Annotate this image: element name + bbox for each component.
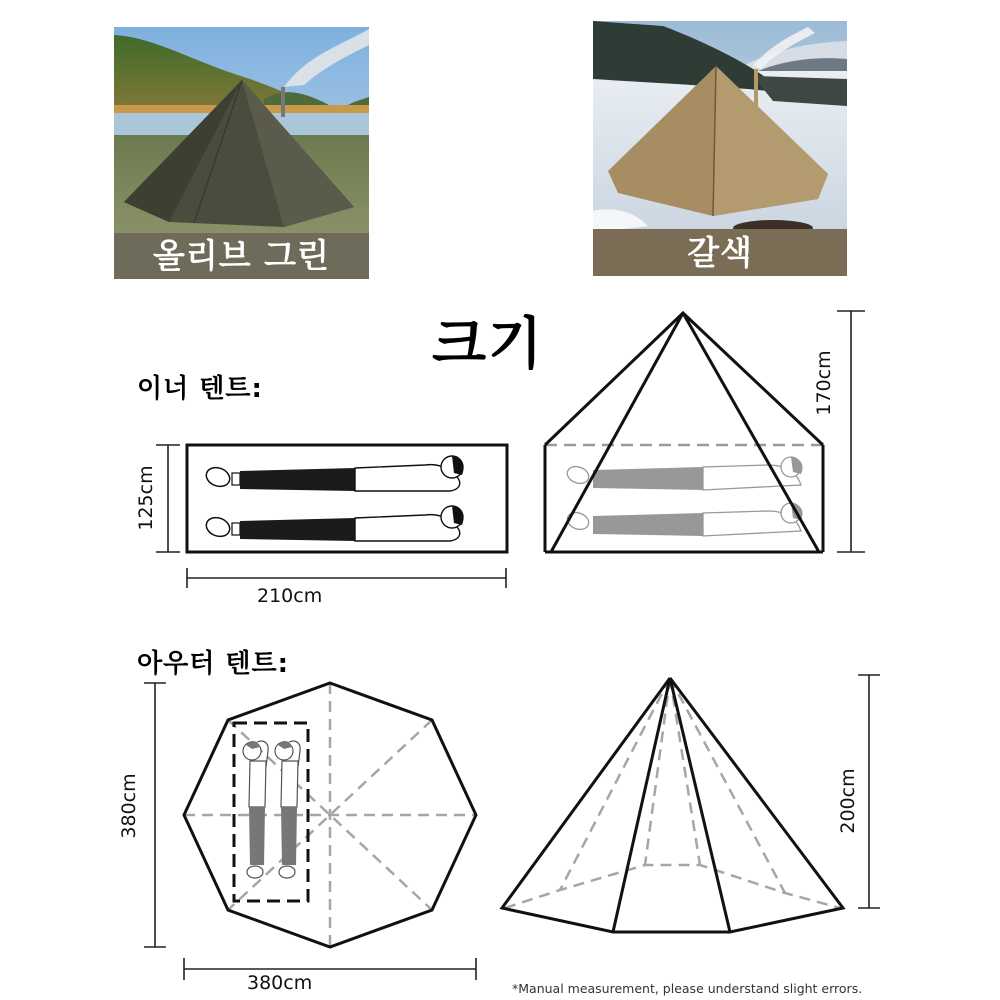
outer-tent-heading: 아우터 텐트: [137,649,290,679]
inner-tent-heading: 이너 텐트: [137,374,263,404]
depth-dimension-line [144,683,166,947]
color-option-olive-green[interactable] [114,27,369,279]
color-option-brown[interactable] [593,21,847,276]
standing-person-icon [275,741,300,878]
inner-width-label: 210cm [257,585,323,607]
depth-dimension-line [156,445,180,552]
inner-tent-floor-plan [150,440,520,590]
outer-tent-elevation [495,668,890,948]
inner-height-label: 170cm [813,350,835,416]
outer-height-label: 200cm [837,768,859,834]
height-dimension-line [837,311,865,552]
size-section-title: 크기 [432,312,545,377]
width-dimension-line [184,958,476,980]
outer-depth-label: 380cm [118,773,140,839]
width-dimension-line [187,568,506,588]
inner-tent-elevation [535,305,875,560]
sleeping-person-icon [565,503,803,536]
outer-tent-floor-plan [130,675,500,985]
measurement-footnote: *Manual measurement, please understand slight errors. [512,981,863,996]
standing-person-icon [243,741,268,878]
color-option-label: 올리브 그린 [114,233,369,279]
color-option-label: 갈색 [593,229,847,276]
inner-depth-label: 125cm [135,465,157,531]
outer-width-label: 380cm [247,972,313,994]
height-dimension-line [858,675,880,908]
